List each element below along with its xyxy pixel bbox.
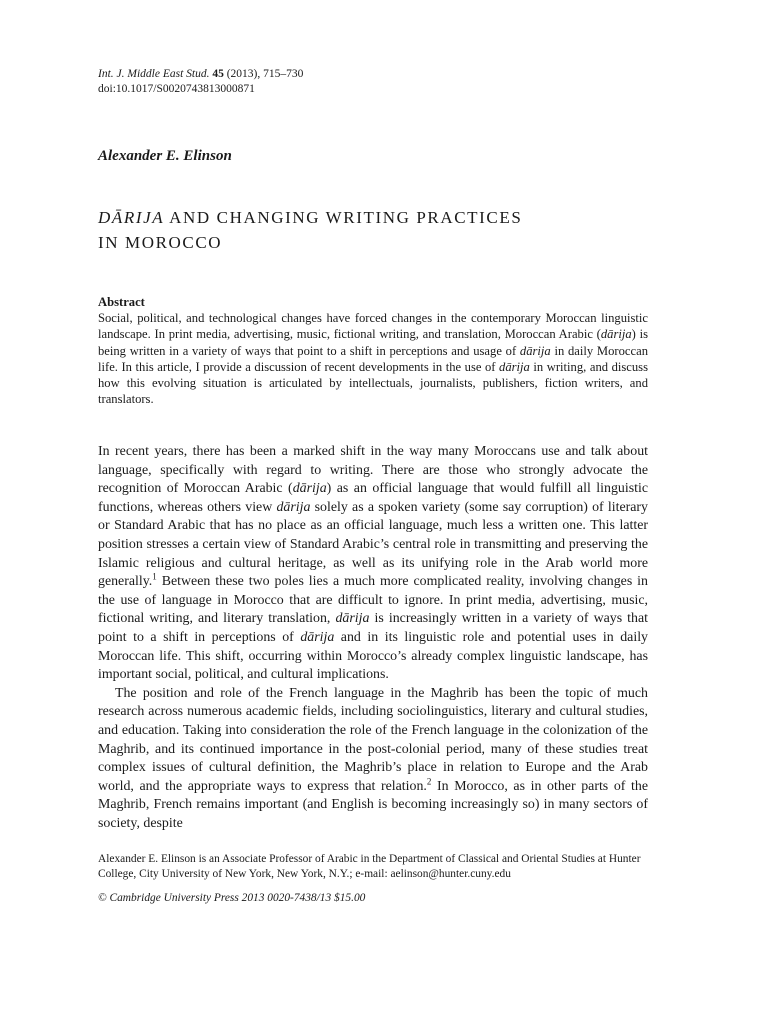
journal-name: Int. J. Middle East Stud. [98, 68, 210, 80]
article-body [98, 443, 648, 833]
body-text-part: In recent years, there has been a marked shift in the way many Moroccans use and talk about language, specifically with regard to writing. There are those who strongly advocate the recognition of Moroccan Arabic ( [98, 444, 648, 497]
article-title [98, 205, 658, 255]
abstract-term: dārija [519, 343, 551, 358]
footnote-ref-2[interactable]: 2 [426, 776, 432, 787]
title-italic-word: DĀRIJA [98, 208, 165, 227]
title-line1-rest: AND CHANGING WRITING PRACTICES [169, 208, 523, 227]
journal-year-pages: (2013), 715–730 [226, 68, 304, 80]
abstract-term: dārija [499, 359, 530, 374]
body-paragraph-1 [98, 443, 648, 685]
title-line2: IN MOROCCO [98, 233, 223, 252]
journal-header [98, 67, 303, 97]
body-text-part: and in its linguistic role and potential uses in daily Moroccan life. This shift, occurring within Morocco’s already complex linguistic landscape, has important social, political, and cultural implications. [98, 629, 648, 683]
doi-line: doi:10.1017/S0020743813000871 [98, 83, 255, 95]
body-paragraph-2 [98, 685, 648, 834]
copyright-line: © Cambridge University Press 2013 0020-7438/13 $15.00 [98, 892, 366, 904]
body-text-part: The position and role of the French language in the Maghrib has been the topic of much research across numerous academic fields, including sociolinguistics, literary and cultural studies, and education. Taking into consideration the role of the French language in the colonization of the Maghrib, and its continued importance in the post-colonial period, many of these studies treat complex issues of cultural definition, the Maghrib’s place in relation to Europe and the Arab world, and the appropriate ways to express that relation. [98, 685, 648, 794]
body-text-part: is increasingly written in a variety of ways that point to a shift in perceptions of [98, 611, 649, 645]
abstract-text [98, 311, 648, 406]
abstract-section [98, 294, 648, 407]
abstract-text-part: in writing, and discuss how this evolving situation is articulated by intellectuals, journalists, publishers, fiction writers, and translators. [98, 359, 648, 407]
author-name: Alexander E. Elinson [98, 148, 232, 164]
body-term: dārija [335, 611, 370, 627]
body-term: dārija [276, 499, 311, 515]
citation-line [98, 67, 303, 82]
body-term: dārija [292, 481, 327, 497]
body-text-part: ) as an official language that would fulfill all linguistic functions, whereas others view [98, 481, 648, 515]
abstract-text-part: in daily Moroccan life. In this article, I provide a discussion of recent developments in the use of [98, 343, 648, 374]
abstract-text-part: Social, political, and technological changes have forced changes in the contemporary Moroccan linguistic landscape. In print media, advertising, music, fictional writing, and translation, Moroccan Arabic ( [98, 311, 648, 342]
body-text-part: solely as a spoken variety (some say corruption) of literary or Standard Arabic that has no place as an official language, much less a written one. This latter position stresses a certain view of Standard Arabic’s central role in transmitting and preserving the Islamic religious and cultural heritage, as well as its unifying role in the Arab world more generally. [98, 499, 649, 590]
abstract-heading: Abstract [98, 295, 145, 309]
abstract-text-part: ) is being written in a variety of ways that point to a shift in perceptions and usage of [98, 327, 648, 358]
body-text-part: In Morocco, as in other parts of the Maghrib, French remains important (and English is becoming increasingly so) in many sectors of society, despite [98, 778, 648, 831]
journal-volume: 45 [212, 68, 224, 80]
body-term: dārija [300, 629, 335, 645]
author-footnote: Alexander E. Elinson is an Associate Professor of Arabic in the Department of Classical and Oriental Studies at Hunter College, City University of New York, New York, N.Y.; e-mail: aelinson@hunter.cuny.edu [98, 853, 641, 880]
abstract-term: dārija [600, 327, 632, 342]
footnote-ref-1[interactable]: 1 [152, 571, 157, 582]
body-text-part: Between these two poles lies a much more complicated reality, involving changes in the use of language in Morocco that are difficult to ignore. In print media, advertising, music, fictional writing, and literary translation, [98, 574, 648, 627]
